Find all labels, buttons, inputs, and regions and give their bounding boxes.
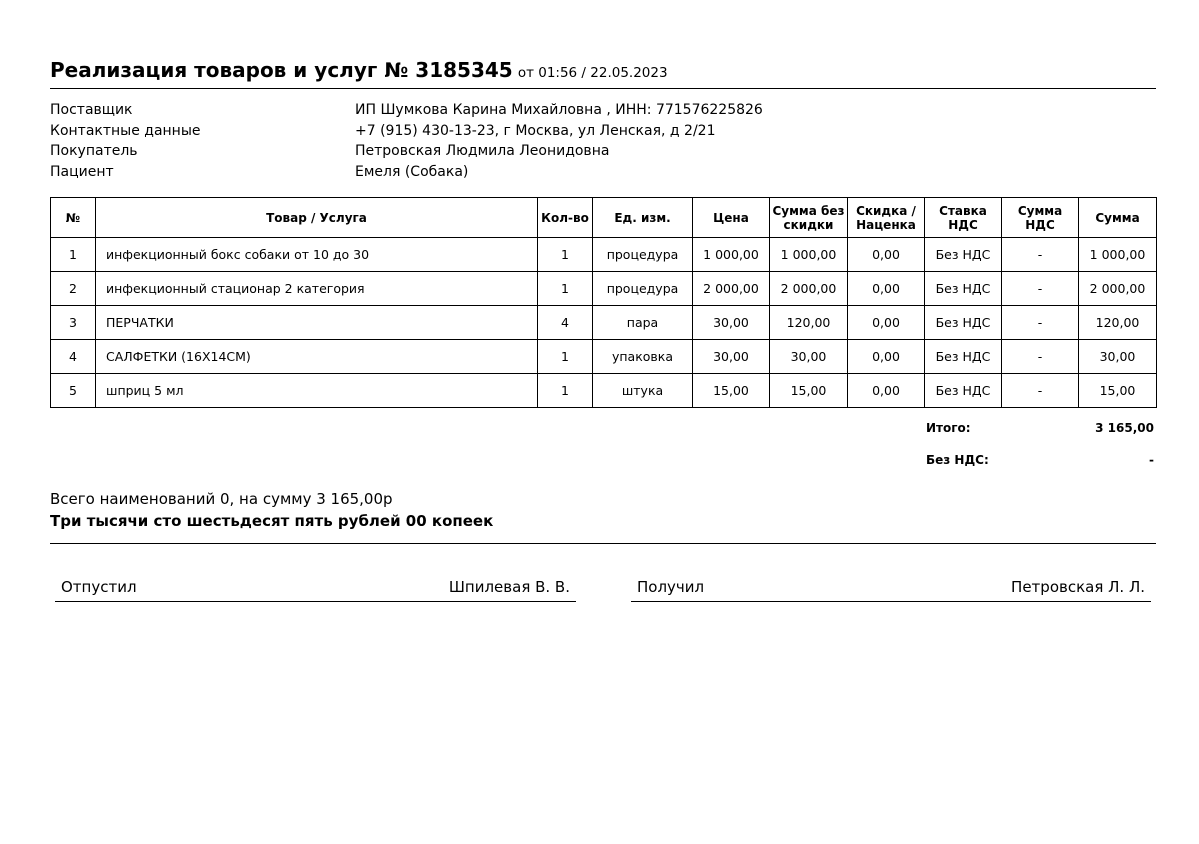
header-quantity: Кол-во bbox=[538, 198, 593, 238]
cell-sum-no-discount: 1 000,00 bbox=[770, 238, 848, 272]
supplier-value: ИП Шумкова Карина Михайловна , ИНН: 771576225826 bbox=[355, 102, 763, 118]
cell-quantity: 1 bbox=[538, 374, 593, 408]
cell-price: 15,00 bbox=[693, 374, 770, 408]
cell-discount: 0,00 bbox=[848, 306, 925, 340]
table-header-row bbox=[51, 198, 1157, 238]
cell-vat-sum: - bbox=[1002, 340, 1079, 374]
cell-number: 2 bbox=[51, 272, 96, 306]
released-label: Отпустил bbox=[61, 578, 137, 596]
received-name: Петровская Л. Л. bbox=[1011, 578, 1145, 596]
cell-vat-sum: - bbox=[1002, 238, 1079, 272]
cell-unit: процедура bbox=[593, 238, 693, 272]
cell-vat-rate: Без НДС bbox=[925, 306, 1002, 340]
buyer-label: Покупатель bbox=[50, 143, 138, 160]
table-row bbox=[51, 306, 1157, 340]
document-date: от 01:56 / 22.05.2023 bbox=[517, 65, 668, 81]
cell-discount: 0,00 bbox=[848, 340, 925, 374]
total-value: 3 165,00 bbox=[1095, 421, 1154, 435]
cell-price: 30,00 bbox=[693, 340, 770, 374]
cell-vat-rate: Без НДС bbox=[925, 272, 1002, 306]
cell-item: инфекционный бокс собаки от 10 до 30 bbox=[96, 238, 538, 272]
items-table bbox=[50, 197, 1157, 408]
received-label: Получил bbox=[637, 578, 705, 596]
cell-vat-rate: Без НДС bbox=[925, 374, 1002, 408]
cell-item: шприц 5 мл bbox=[96, 374, 538, 408]
summary-count-line: Всего наименований 0, на сумму 3 165,00р bbox=[50, 490, 393, 508]
total-label: Итого: bbox=[926, 421, 971, 435]
contacts-row bbox=[50, 121, 1156, 142]
header-unit: Ед. изм. bbox=[593, 198, 693, 238]
supplier-row bbox=[50, 100, 1156, 121]
summary-block bbox=[50, 489, 1156, 544]
released-name: Шпилевая В. В. bbox=[448, 578, 570, 596]
cell-sum: 1 000,00 bbox=[1079, 238, 1157, 272]
header-sum-no-discount: Сумма без скидки bbox=[770, 198, 848, 238]
table-row bbox=[51, 340, 1157, 374]
cell-vat-sum: - bbox=[1002, 374, 1079, 408]
cell-discount: 0,00 bbox=[848, 272, 925, 306]
cell-number: 4 bbox=[51, 340, 96, 374]
cell-sum: 15,00 bbox=[1079, 374, 1157, 408]
cell-item: ПЕРЧАТКИ bbox=[96, 306, 538, 340]
cell-number: 1 bbox=[51, 238, 96, 272]
cell-number: 3 bbox=[51, 306, 96, 340]
vat-total-value: - bbox=[1149, 453, 1154, 467]
cell-vat-rate: Без НДС bbox=[925, 238, 1002, 272]
document-title bbox=[50, 58, 1156, 89]
cell-quantity: 1 bbox=[538, 340, 593, 374]
header-price: Цена bbox=[693, 198, 770, 238]
cell-sum-no-discount: 30,00 bbox=[770, 340, 848, 374]
table-row bbox=[51, 374, 1157, 408]
cell-discount: 0,00 bbox=[848, 374, 925, 408]
header-sum: Сумма bbox=[1079, 198, 1157, 238]
vat-total-label: Без НДС: bbox=[926, 453, 989, 467]
cell-sum: 120,00 bbox=[1079, 306, 1157, 340]
cell-quantity: 1 bbox=[538, 238, 593, 272]
table-row bbox=[51, 238, 1157, 272]
header-vat-rate: Ставка НДС bbox=[925, 198, 1002, 238]
info-block bbox=[50, 100, 1156, 183]
cell-item: САЛФЕТКИ (16Х14СМ) bbox=[96, 340, 538, 374]
summary-amount-in-words: Три тысячи сто шестьдесят пять рублей 00 копеек bbox=[50, 512, 494, 530]
cell-discount: 0,00 bbox=[848, 238, 925, 272]
cell-sum: 30,00 bbox=[1079, 340, 1157, 374]
patient-value: Емеля (Собака) bbox=[355, 164, 469, 181]
header-discount: Скидка / Наценка bbox=[848, 198, 925, 238]
patient-label: Пациент bbox=[50, 164, 114, 181]
cell-unit: пара bbox=[593, 306, 693, 340]
cell-quantity: 1 bbox=[538, 272, 593, 306]
patient-row bbox=[50, 162, 1156, 183]
cell-vat-sum: - bbox=[1002, 306, 1079, 340]
cell-price: 1 000,00 bbox=[693, 238, 770, 272]
cell-price: 30,00 bbox=[693, 306, 770, 340]
cell-item: инфекционный стационар 2 категория bbox=[96, 272, 538, 306]
received-signature bbox=[631, 576, 1151, 602]
document-title-text: Реализация товаров и услуг № 3185345 bbox=[50, 58, 513, 82]
buyer-value: Петровская Людмила Леонидовна bbox=[355, 143, 610, 160]
supplier-label: Поставщик bbox=[50, 102, 133, 118]
table-row bbox=[51, 272, 1157, 306]
cell-number: 5 bbox=[51, 374, 96, 408]
cell-vat-rate: Без НДС bbox=[925, 340, 1002, 374]
cell-sum-no-discount: 2 000,00 bbox=[770, 272, 848, 306]
cell-price: 2 000,00 bbox=[693, 272, 770, 306]
released-signature bbox=[55, 576, 576, 602]
cell-vat-sum: - bbox=[1002, 272, 1079, 306]
header-vat-sum: Сумма НДС bbox=[1002, 198, 1079, 238]
contacts-label: Контактные данные bbox=[50, 122, 201, 139]
header-item: Товар / Услуга bbox=[96, 198, 538, 238]
cell-unit: штука bbox=[593, 374, 693, 408]
cell-unit: упаковка bbox=[593, 340, 693, 374]
buyer-row bbox=[50, 141, 1156, 162]
header-number: № bbox=[51, 198, 96, 238]
cell-quantity: 4 bbox=[538, 306, 593, 340]
cell-sum-no-discount: 120,00 bbox=[770, 306, 848, 340]
cell-sum: 2 000,00 bbox=[1079, 272, 1157, 306]
cell-unit: процедура bbox=[593, 272, 693, 306]
cell-sum-no-discount: 15,00 bbox=[770, 374, 848, 408]
contacts-value: +7 (915) 430-13-23, г Москва, ул Ленская, д 2/21 bbox=[355, 122, 716, 139]
